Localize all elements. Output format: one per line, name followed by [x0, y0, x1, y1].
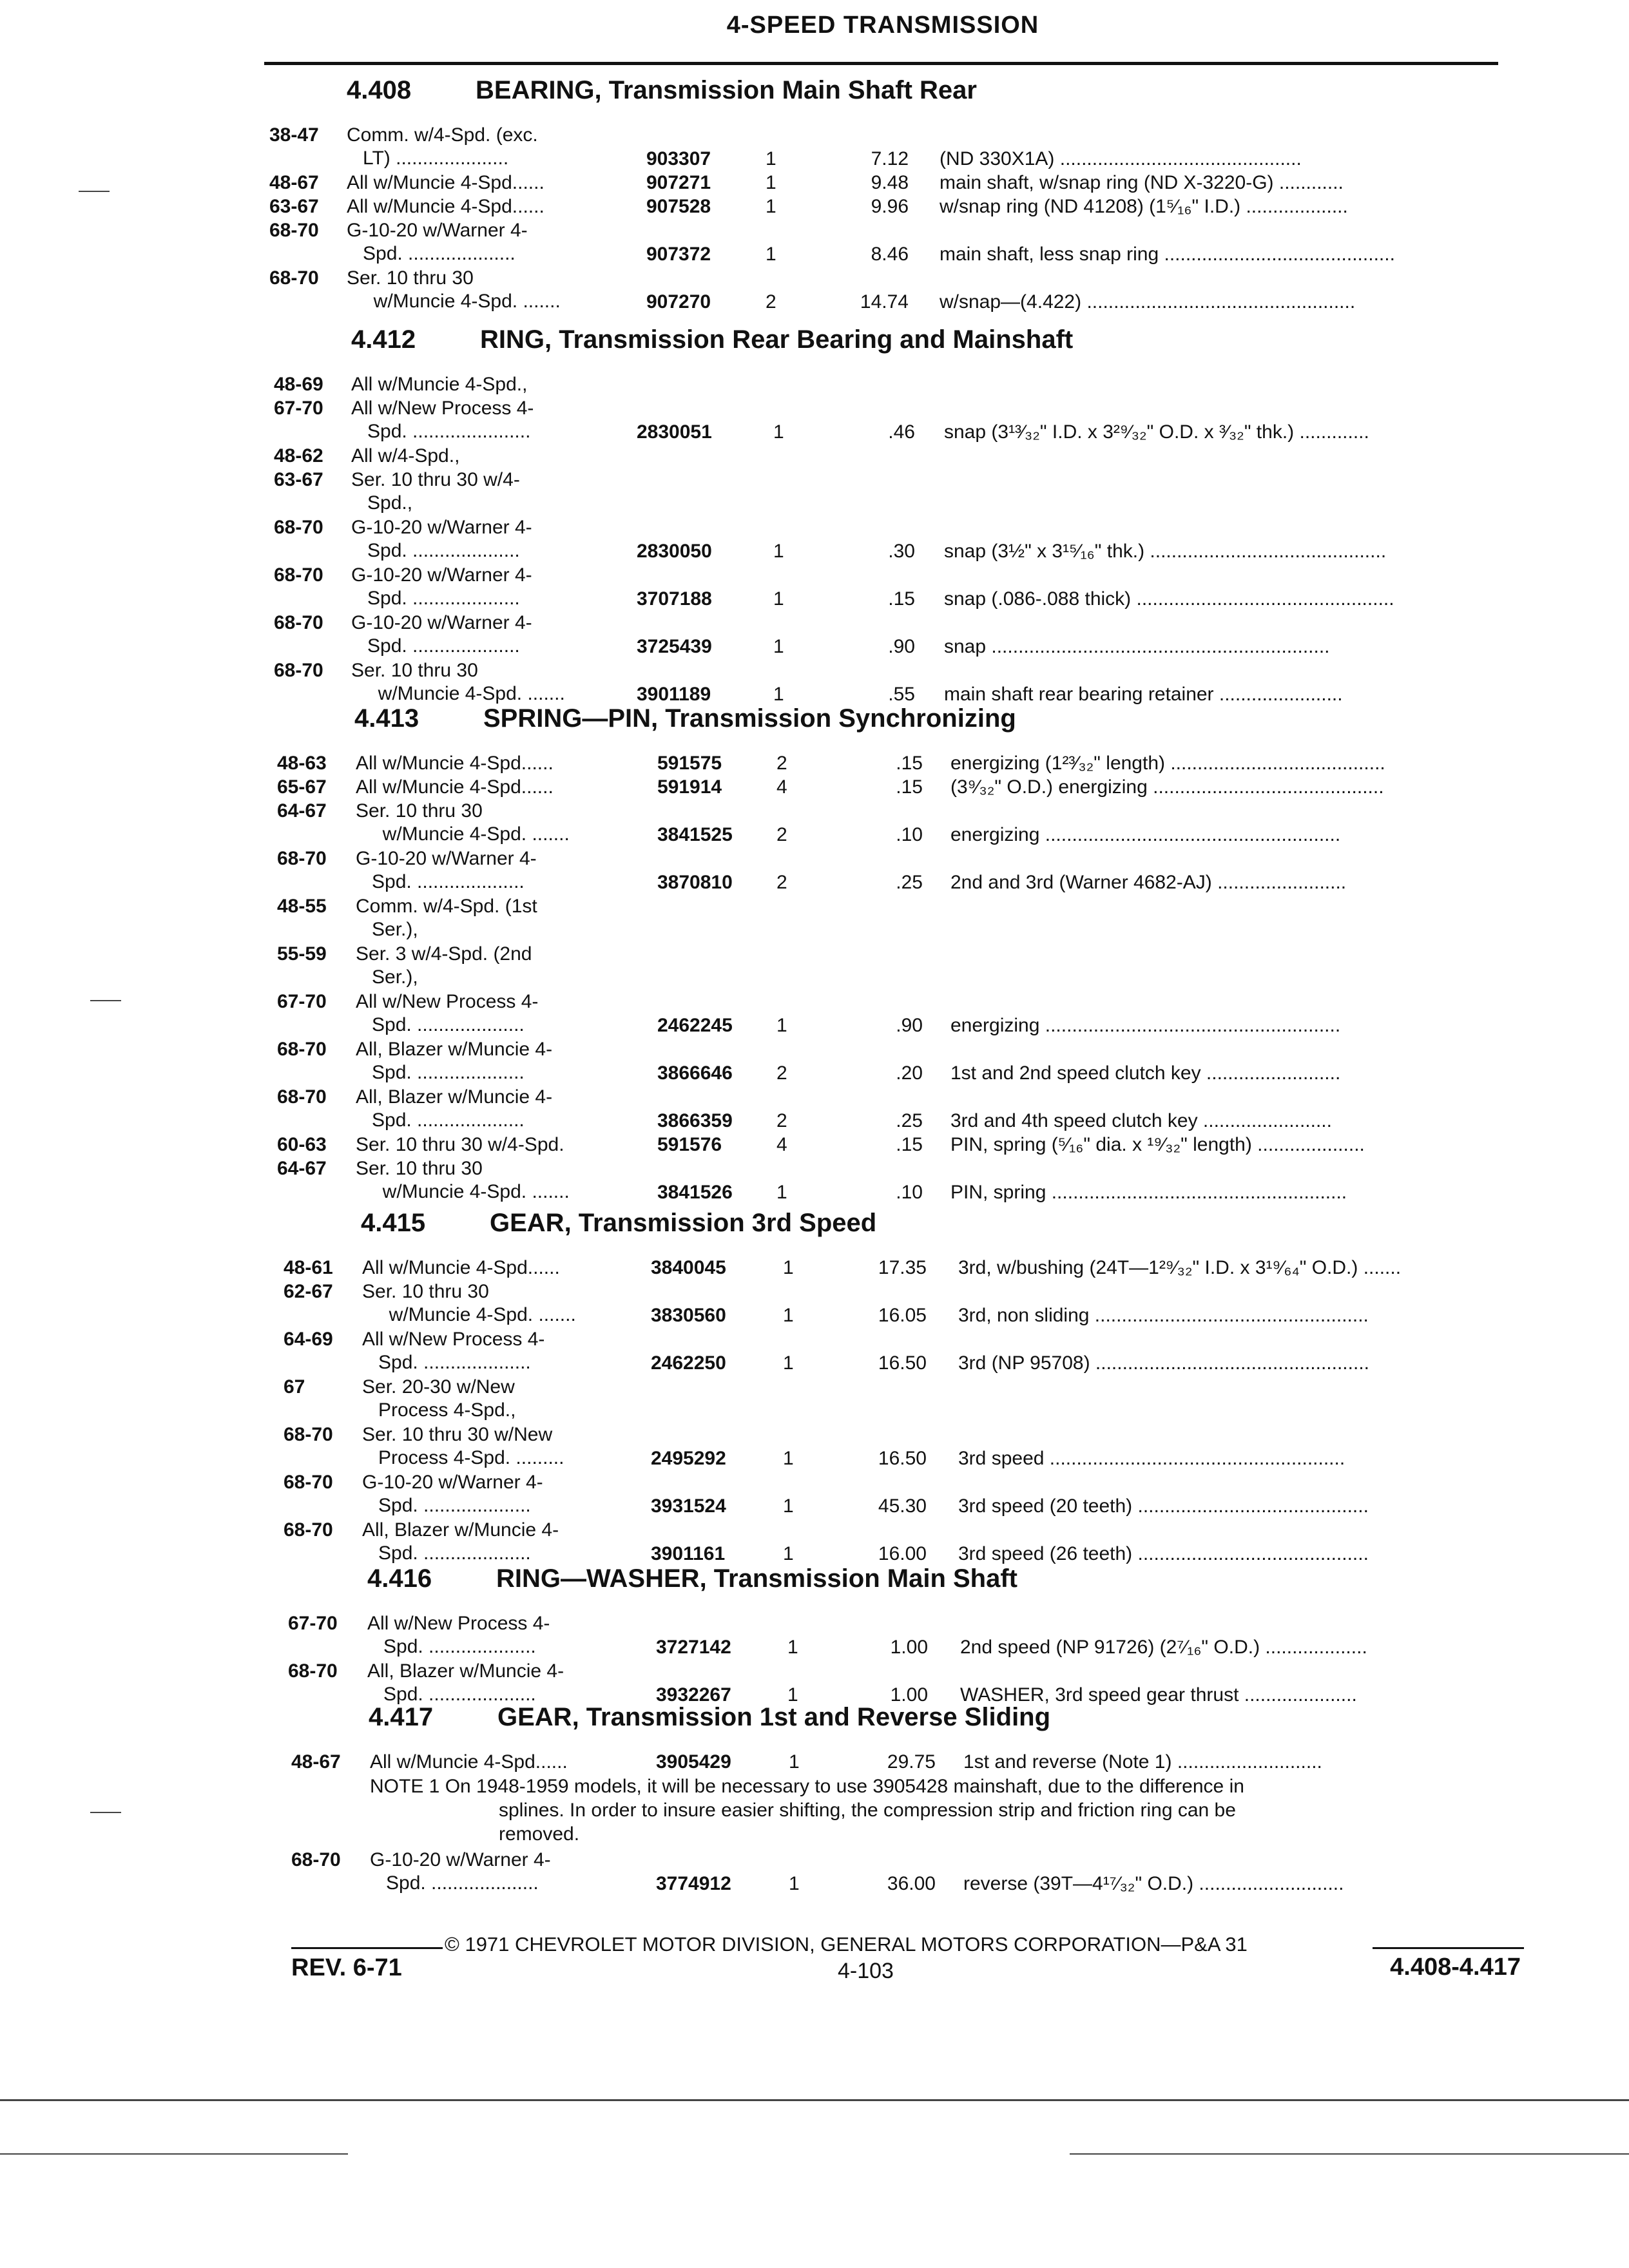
application-description: All w/Muncie 4-Spd...... — [356, 776, 554, 798]
table-row — [0, 397, 1629, 445]
list-price: .10 — [896, 1182, 923, 1203]
section-heading — [347, 76, 977, 112]
quantity: 4 — [776, 1134, 787, 1155]
quantity: 1 — [789, 1873, 800, 1894]
quantity: 2 — [776, 1062, 787, 1084]
application-description: Ser. 10 thru 30 w/4- Spd., — [351, 469, 520, 514]
quantity: 1 — [766, 148, 776, 169]
part-description: snap (3½" x 3¹⁵⁄₁₆" thk.) ............................................ — [944, 541, 1387, 562]
section-heading — [351, 325, 1073, 361]
table-row — [0, 1660, 1629, 1707]
model-years: 68-70 — [269, 267, 319, 289]
model-years: 48-61 — [284, 1257, 333, 1278]
list-price: 16.50 — [878, 1448, 927, 1469]
application-description: All w/Muncie 4-Spd., — [351, 374, 528, 395]
model-years: 68-70 — [284, 1424, 333, 1445]
section-heading — [369, 1703, 1050, 1739]
application-description: G-10-20 w/Warner 4- Spd. .................... — [351, 564, 532, 609]
quantity: 1 — [787, 1637, 798, 1658]
part-description: PIN, spring (⁵⁄₁₆" dia. x ¹⁹⁄₃₂" length) .................... — [950, 1134, 1365, 1155]
list-price: .15 — [896, 1134, 923, 1155]
section-title: SPRING—PIN, Transmission Synchronizing — [483, 704, 1016, 733]
footer-revision: REV. 6-71 — [291, 1954, 402, 1981]
table-row — [0, 1423, 1629, 1471]
quantity: 1 — [783, 1305, 794, 1326]
application-description: Ser. 10 thru 30 w/Muncie 4-Spd. ....... — [356, 1158, 570, 1202]
application-description: All, Blazer w/Muncie 4- Spd. .................... — [367, 1660, 564, 1705]
quantity: 1 — [783, 1257, 794, 1278]
list-price: .90 — [888, 636, 915, 657]
list-price: .15 — [896, 776, 923, 798]
application-description: All, Blazer w/Muncie 4- Spd. .................... — [356, 1086, 553, 1131]
footnote — [370, 1774, 1491, 1846]
list-price: 16.05 — [878, 1305, 927, 1326]
part-number: 591576 — [657, 1134, 722, 1155]
list-price: 14.74 — [860, 291, 909, 312]
quantity: 1 — [773, 588, 784, 610]
part-description: w/snap ring (ND 41208) (1⁵⁄₁₆" I.D.) ................... — [940, 196, 1348, 217]
application-description: All w/New Process 4- Spd. .................... — [356, 991, 539, 1035]
list-price: 17.35 — [878, 1257, 927, 1278]
model-years: 38-47 — [269, 124, 319, 146]
list-price: 16.50 — [878, 1352, 927, 1374]
model-years: 60-63 — [277, 1134, 327, 1155]
application-description: G-10-20 w/Warner 4- Spd. .................... — [356, 848, 537, 892]
margin-mark — [90, 1000, 121, 1001]
quantity: 1 — [787, 1684, 798, 1706]
model-years: 68-70 — [291, 1849, 341, 1870]
part-number: 591914 — [657, 776, 722, 798]
model-years: 48-69 — [274, 374, 323, 395]
model-years: 68-70 — [284, 1472, 333, 1493]
application-description: All w/New Process 4- Spd. ...................... — [351, 398, 534, 442]
part-description: snap (3¹³⁄₃₂" I.D. x 3²⁹⁄₃₂" O.D. x ³⁄₃₂" thk.) ............. — [944, 421, 1369, 443]
quantity: 1 — [766, 172, 776, 193]
table-row — [0, 1157, 1629, 1205]
model-years: 68-70 — [277, 1039, 327, 1060]
list-price: .15 — [888, 588, 915, 610]
section-title: RING, Transmission Rear Bearing and Mainshaft — [480, 325, 1074, 354]
part-number: 591575 — [657, 753, 722, 774]
table-row — [0, 752, 1629, 776]
section-number: 4.415 — [361, 1209, 426, 1237]
part-description: snap ............................................................... — [944, 636, 1330, 657]
quantity: 2 — [766, 291, 776, 312]
table-row — [0, 943, 1629, 990]
table-row — [0, 445, 1629, 468]
part-number: 3866646 — [657, 1062, 733, 1084]
table-row — [0, 990, 1629, 1038]
part-number: 907271 — [646, 172, 711, 193]
application-description: All w/Muncie 4-Spd...... — [347, 172, 545, 193]
model-years: 62-67 — [284, 1281, 333, 1302]
part-number: 3841525 — [657, 824, 733, 845]
part-description: (ND 330X1A) ............................................. — [940, 148, 1302, 169]
application-description: Ser. 10 thru 30 w/Muncie 4-Spd. ....... — [362, 1281, 576, 1325]
quantity: 1 — [773, 684, 784, 705]
application-description: Ser. 10 thru 30 w/New Process 4-Spd. ......... — [362, 1424, 564, 1468]
part-number: 3901161 — [651, 1543, 726, 1564]
model-years: 48-67 — [269, 172, 319, 193]
table-row — [0, 659, 1629, 707]
list-price: 8.46 — [871, 244, 909, 265]
list-price: .10 — [896, 824, 923, 845]
model-years: 67-70 — [277, 991, 327, 1012]
part-description: 1st and reverse (Note 1) ........................... — [963, 1751, 1322, 1773]
quantity: 4 — [776, 776, 787, 798]
section-title: RING—WASHER, Transmission Main Shaft — [496, 1564, 1018, 1593]
table-row — [0, 895, 1629, 943]
model-years: 68-70 — [274, 660, 323, 681]
part-number: 2462250 — [651, 1352, 726, 1374]
quantity: 1 — [783, 1495, 794, 1517]
model-years: 68-70 — [274, 564, 323, 586]
part-description: 3rd, non sliding ................................................... — [958, 1305, 1369, 1326]
application-description: G-10-20 w/Warner 4- Spd. .................... — [351, 612, 532, 657]
part-description: reverse (39T—4¹⁷⁄₃₂" O.D.) ........................... — [963, 1873, 1344, 1894]
model-years: 63-67 — [274, 469, 323, 490]
model-years: 48-67 — [291, 1751, 341, 1773]
part-number: 2495292 — [651, 1448, 726, 1469]
model-years: 64-67 — [277, 800, 327, 822]
table-row — [0, 1849, 1629, 1896]
part-description: main shaft, w/snap ring (ND X-3220-G) ............ — [940, 172, 1344, 193]
table-row — [0, 847, 1629, 895]
part-number: 3774912 — [656, 1873, 731, 1894]
section-title: BEARING, Transmission Main Shaft Rear — [476, 76, 977, 104]
list-price: .46 — [888, 421, 915, 443]
model-years: 68-70 — [274, 612, 323, 633]
part-description: 3rd speed ....................................................... — [958, 1448, 1345, 1469]
table-row — [0, 611, 1629, 659]
application-description: All w/Muncie 4-Spd...... — [370, 1751, 568, 1773]
quantity: 1 — [773, 421, 784, 443]
part-number: 3870810 — [657, 872, 733, 893]
section-title: GEAR, Transmission 3rd Speed — [490, 1209, 877, 1237]
part-description: w/snap—(4.422) .................................................. — [940, 291, 1356, 312]
part-number: 3707188 — [637, 588, 712, 610]
part-description: energizing ....................................................... — [950, 824, 1341, 845]
quantity: 1 — [789, 1751, 800, 1773]
application-description: G-10-20 w/Warner 4- Spd. .................... — [370, 1849, 551, 1894]
footer-rule-left — [291, 1947, 443, 1949]
table-row — [0, 468, 1629, 516]
application-description: G-10-20 w/Warner 4- Spd. .................... — [351, 517, 532, 561]
scan-edge-line — [1070, 2153, 1629, 2155]
quantity: 2 — [776, 872, 787, 893]
part-description: 3rd speed (26 teeth) ........................................... — [958, 1543, 1369, 1564]
part-number: 907270 — [646, 291, 711, 312]
scan-edge-line — [0, 2099, 1629, 2101]
list-price: 36.00 — [887, 1873, 936, 1894]
part-description: 3rd speed (20 teeth) ........................................... — [958, 1495, 1369, 1517]
list-price: .20 — [896, 1062, 923, 1084]
table-row — [0, 800, 1629, 847]
application-description: All w/New Process 4- Spd. .................... — [367, 1613, 550, 1657]
part-description: 2nd and 3rd (Warner 4682-AJ) ........................ — [950, 872, 1347, 893]
quantity: 1 — [783, 1543, 794, 1564]
part-number: 903307 — [646, 148, 711, 169]
part-number: 3932267 — [656, 1684, 731, 1706]
part-description: snap (.086-.088 thick) ................................................ — [944, 588, 1394, 610]
margin-mark — [90, 1812, 121, 1813]
part-number: 3931524 — [651, 1495, 726, 1517]
table-row — [0, 1612, 1629, 1660]
model-years: 68-70 — [284, 1519, 333, 1541]
table-row — [0, 124, 1629, 171]
table-row — [0, 1328, 1629, 1376]
list-price: 1.00 — [890, 1637, 928, 1658]
part-number: 3841526 — [657, 1182, 733, 1203]
section-title: GEAR, Transmission 1st and Reverse Sliding — [497, 1703, 1051, 1731]
model-years: 55-59 — [277, 943, 327, 965]
part-description: main shaft rear bearing retainer ....................... — [944, 684, 1343, 705]
list-price: 45.30 — [878, 1495, 927, 1517]
quantity: 1 — [776, 1182, 787, 1203]
list-price: .25 — [896, 872, 923, 893]
model-years: 67-70 — [274, 398, 323, 419]
table-row — [0, 1471, 1629, 1519]
section-heading — [354, 704, 1016, 740]
quantity: 2 — [776, 824, 787, 845]
part-number: 3840045 — [651, 1257, 726, 1278]
quantity: 2 — [776, 1110, 787, 1131]
application-description: Ser. 10 thru 30 w/Muncie 4-Spd. ....... — [347, 267, 561, 312]
section-heading — [361, 1209, 876, 1245]
table-row — [0, 1519, 1629, 1566]
table-row — [0, 1751, 1629, 1774]
table-row — [0, 564, 1629, 611]
page-title: 4-SPEED TRANSMISSION — [726, 12, 1039, 39]
footnote-line: splines. In order to insure easier shifting, the compression strip and friction ring can be — [499, 1800, 1236, 1821]
table-row — [0, 1038, 1629, 1086]
application-description: Ser. 10 thru 30 w/4-Spd. — [356, 1134, 564, 1155]
list-price: 9.48 — [871, 172, 909, 193]
application-description: All w/Muncie 4-Spd...... — [356, 753, 554, 774]
part-description: energizing ....................................................... — [950, 1015, 1341, 1036]
model-years: 68-70 — [277, 848, 327, 869]
table-row — [0, 267, 1629, 314]
part-description: 3rd (NP 95708) ................................................... — [958, 1352, 1369, 1374]
scan-edge-line — [0, 2153, 348, 2155]
part-number: 907372 — [646, 244, 711, 265]
section-heading — [367, 1564, 1017, 1600]
part-description: PIN, spring ....................................................... — [950, 1182, 1347, 1203]
application-description: Ser. 10 thru 30 w/Muncie 4-Spd. ....... — [356, 800, 570, 845]
model-years: 48-55 — [277, 896, 327, 917]
table-row — [0, 171, 1629, 195]
table-row — [0, 776, 1629, 800]
application-description: All w/Muncie 4-Spd...... — [347, 196, 545, 217]
quantity: 1 — [766, 196, 776, 217]
table-row — [0, 1256, 1629, 1280]
part-number: 3727142 — [656, 1637, 731, 1658]
section-number: 4.412 — [351, 325, 416, 354]
model-years: 63-67 — [269, 196, 319, 217]
application-description: Ser. 3 w/4-Spd. (2nd Ser.), — [356, 943, 532, 988]
application-description: Comm. w/4-Spd. (1st Ser.), — [356, 896, 537, 940]
model-years: 67-70 — [288, 1613, 338, 1634]
section-number: 4.413 — [354, 704, 419, 733]
table-row — [0, 1086, 1629, 1133]
application-description: Ser. 10 thru 30 w/Muncie 4-Spd. ....... — [351, 660, 565, 704]
table-row — [0, 1376, 1629, 1423]
list-price: 16.00 — [878, 1543, 927, 1564]
table-row — [0, 1133, 1629, 1157]
part-number: 907528 — [646, 196, 711, 217]
application-description: All, Blazer w/Muncie 4- Spd. .................... — [356, 1039, 553, 1083]
application-description: Comm. w/4-Spd. (exc. LT) ..................... — [347, 124, 538, 169]
part-number: 2830051 — [637, 421, 712, 443]
table-row — [0, 219, 1629, 267]
list-price: .25 — [896, 1110, 923, 1131]
part-description: 2nd speed (NP 91726) (2⁷⁄₁₆" O.D.) ................... — [960, 1637, 1367, 1658]
footer-copyright: © 1971 CHEVROLET MOTOR DIVISION, GENERAL MOTORS CORPORATION—P&A 31 — [445, 1933, 1248, 1956]
quantity: 1 — [776, 1015, 787, 1036]
part-description: 3rd and 4th speed clutch key ........................ — [950, 1110, 1332, 1131]
section-number: 4.408 — [347, 76, 412, 104]
model-years: 48-62 — [274, 445, 323, 466]
quantity: 2 — [776, 753, 787, 774]
quantity: 1 — [783, 1448, 794, 1469]
model-years: 68-70 — [277, 1086, 327, 1108]
part-description: 3rd, w/bushing (24T—1²⁹⁄₃₂" I.D. x 3¹⁹⁄₆₄" O.D.) ....... — [958, 1257, 1402, 1278]
model-years: 64-67 — [277, 1158, 327, 1179]
application-description: All w/Muncie 4-Spd...... — [362, 1257, 560, 1278]
part-number: 2830050 — [637, 541, 712, 562]
part-number: 2462245 — [657, 1015, 733, 1036]
application-description: All, Blazer w/Muncie 4- Spd. .................... — [362, 1519, 559, 1564]
footnote-line: NOTE 1 On 1948-1959 models, it will be necessary to use 3905428 mainshaft, due to the difference in — [370, 1776, 1244, 1797]
part-description: main shaft, less snap ring ........................................... — [940, 244, 1395, 265]
list-price: .30 — [888, 541, 915, 562]
model-years: 64-69 — [284, 1329, 333, 1350]
application-description: Ser. 20-30 w/New Process 4-Spd., — [362, 1376, 516, 1421]
part-number: 3901189 — [637, 684, 711, 705]
footer-rule-right — [1373, 1947, 1524, 1949]
part-description: energizing (1²³⁄₃₂" length) ........................................ — [950, 753, 1385, 774]
quantity: 1 — [766, 244, 776, 265]
footer-section-range: 4.408-4.417 — [1390, 1954, 1521, 1981]
footnote-line: removed. — [499, 1823, 580, 1845]
model-years: 68-70 — [269, 220, 319, 241]
title-rule — [264, 62, 1498, 65]
table-row — [0, 1280, 1629, 1328]
application-description: All w/New Process 4- Spd. .................... — [362, 1329, 545, 1373]
table-row — [0, 373, 1629, 397]
list-price: 9.96 — [871, 196, 909, 217]
list-price: .90 — [896, 1015, 923, 1036]
quantity: 1 — [773, 541, 784, 562]
section-number: 4.416 — [367, 1564, 432, 1593]
part-description: (3⁹⁄₃₂" O.D.) energizing ........................................... — [950, 776, 1384, 798]
part-number: 3905429 — [656, 1751, 731, 1773]
quantity: 1 — [773, 636, 784, 657]
list-price: 7.12 — [871, 148, 909, 169]
list-price: 1.00 — [890, 1684, 928, 1706]
list-price: .55 — [888, 684, 915, 705]
quantity: 1 — [783, 1352, 794, 1374]
part-number: 3830560 — [651, 1305, 726, 1326]
table-row — [0, 195, 1629, 219]
model-years: 48-63 — [277, 753, 327, 774]
list-price: 29.75 — [887, 1751, 936, 1773]
model-years: 67 — [284, 1376, 305, 1398]
list-price: .15 — [896, 753, 923, 774]
application-description: G-10-20 w/Warner 4- Spd. .................... — [347, 220, 528, 264]
part-description: WASHER, 3rd speed gear thrust ..................... — [960, 1684, 1357, 1706]
model-years: 68-70 — [288, 1660, 338, 1682]
footer-page-number: 4-103 — [838, 1959, 894, 1983]
section-number: 4.417 — [369, 1703, 434, 1731]
application-description: G-10-20 w/Warner 4- Spd. .................... — [362, 1472, 543, 1516]
margin-mark — [79, 191, 110, 192]
application-description: All w/4-Spd., — [351, 445, 460, 466]
model-years: 65-67 — [277, 776, 327, 798]
part-description: 1st and 2nd speed clutch key ......................... — [950, 1062, 1341, 1084]
part-number: 3866359 — [657, 1110, 733, 1131]
part-number: 3725439 — [637, 636, 712, 657]
model-years: 68-70 — [274, 517, 323, 538]
table-row — [0, 516, 1629, 564]
